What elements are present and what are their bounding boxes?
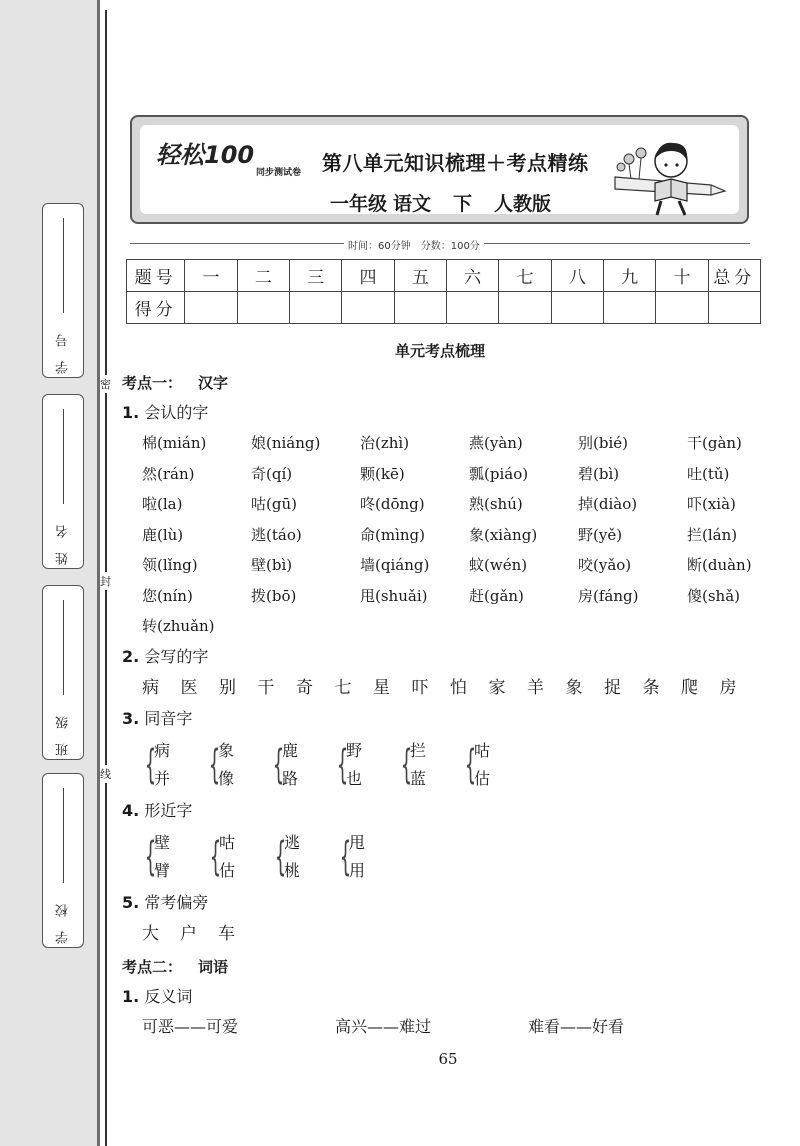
recognize-char: 领(lǐng)	[142, 556, 198, 574]
grade-line	[330, 189, 573, 216]
recognize-char: 啦(la)	[142, 495, 183, 513]
recognize-char-list	[122, 428, 782, 642]
write-char: 羊	[527, 677, 544, 698]
recognize-char: 甩(shuǎi)	[360, 586, 428, 605]
write-char-list	[122, 672, 782, 704]
recognize-char: 逃(táo)	[251, 525, 302, 544]
item-radical-heading: 5. 常考偏旁	[122, 892, 209, 912]
score-cell[interactable]	[603, 292, 655, 324]
recognize-char: 娘(niáng)	[251, 434, 321, 452]
score-col: 八	[551, 260, 603, 292]
score-cell[interactable]	[447, 292, 499, 324]
recognize-char: 房(fáng)	[578, 586, 639, 605]
char-pair-group	[270, 734, 334, 796]
recognize-char: 咚(dōng)	[360, 495, 425, 513]
char-pair-group	[334, 734, 398, 796]
recognize-char: 然(rán)	[142, 464, 195, 483]
page-number: 65	[438, 1050, 458, 1068]
class-box	[42, 585, 84, 760]
radical: 户	[180, 923, 197, 944]
recognize-char: 别(bié)	[578, 434, 628, 452]
item-antonym-heading: 1. 反义词	[122, 986, 193, 1006]
recognize-char: 干(gàn)	[687, 434, 742, 452]
pair-char: 蓝	[410, 768, 427, 788]
recognize-char: 熟(shú)	[469, 495, 523, 513]
recognize-char: 吓(xià)	[687, 495, 736, 513]
time-info: 时间：60分钟 分数：100分	[344, 237, 484, 252]
score-col: 四	[342, 260, 394, 292]
char-pair-group	[272, 826, 337, 888]
write-char: 七	[334, 677, 352, 698]
antonym-pair: 可恶——可爱	[142, 1016, 239, 1036]
char-pair-group	[206, 734, 270, 796]
antonym-pair: 高兴——难过	[335, 1016, 432, 1036]
recognize-char: 断(duàn)	[687, 556, 752, 574]
pair-char: 臂	[154, 860, 171, 880]
item-homophone-heading: 3. 同音字	[122, 708, 193, 728]
recognize-char: 颗(kē)	[360, 464, 405, 483]
reading-boy-illustration	[611, 131, 731, 217]
char-pair-group	[142, 826, 207, 888]
pair-char: 咕	[474, 740, 491, 760]
recognize-char: 燕(yàn)	[469, 434, 523, 452]
pair-char: 病	[154, 740, 171, 760]
student-number-label: 学号	[55, 320, 71, 374]
radical-list	[122, 918, 782, 952]
item-recognize-heading: 1. 会认的字	[122, 403, 209, 422]
write-char: 条	[642, 677, 660, 698]
recognize-char: 奇(qí)	[251, 464, 293, 483]
recognize-char: 咬(yǎo)	[578, 556, 632, 574]
pair-char: 象	[218, 740, 235, 760]
brace-icon: {	[144, 741, 157, 788]
recognize-char: 野(yě)	[578, 525, 623, 544]
name-box	[42, 394, 84, 569]
pair-char: 像	[218, 768, 235, 788]
score-col: 三	[290, 260, 342, 292]
score-cell[interactable]	[499, 292, 551, 324]
pair-char: 路	[282, 768, 299, 788]
brace-icon: {	[336, 741, 349, 788]
write-char: 爬	[681, 677, 698, 698]
recognize-char: 拨(bō)	[251, 586, 297, 605]
class-label: 班级	[55, 702, 71, 756]
brace-icon: {	[464, 741, 477, 788]
recognize-row	[122, 550, 782, 581]
recognize-char: 棉(mián)	[142, 434, 207, 452]
recognize-row	[122, 489, 782, 520]
recognize-char: 鹿(lù)	[142, 525, 184, 544]
school-box	[42, 773, 84, 948]
score-col-total: 总分	[708, 260, 760, 292]
recognize-char: 转(zhuǎn)	[142, 617, 215, 635]
score-cell[interactable]	[342, 292, 394, 324]
recognize-row	[122, 428, 782, 459]
pair-char: 野	[346, 740, 363, 760]
pair-char: 并	[154, 768, 171, 788]
recognize-row	[122, 581, 782, 612]
pair-char: 拦	[410, 740, 427, 760]
recognize-char: 掉(diào)	[578, 495, 638, 513]
page-title: 第八单元知识梳理＋考点精练	[322, 151, 589, 175]
school-label: 学校	[55, 890, 71, 944]
recognize-row	[122, 459, 782, 490]
recognize-char: 象(xiàng)	[469, 525, 538, 544]
header-banner	[130, 115, 749, 224]
time-score-line	[130, 240, 750, 252]
score-cell[interactable]	[656, 292, 708, 324]
char-pair-group	[207, 826, 272, 888]
score-col: 五	[394, 260, 446, 292]
char-pair-group	[462, 734, 526, 796]
write-char: 奇	[296, 677, 313, 698]
write-char: 病	[142, 677, 159, 698]
brace-icon: {	[339, 833, 352, 880]
recognize-char: 吐(tǔ)	[687, 464, 730, 483]
kaodian-2-heading: 考点二： 词语	[122, 957, 229, 976]
seal-mark-mi: 密	[100, 375, 111, 393]
score-col: 十	[656, 260, 708, 292]
brace-icon: {	[208, 741, 221, 788]
write-char: 家	[488, 677, 506, 698]
recognize-char: 壁(bì)	[251, 556, 293, 574]
char-pair-group	[142, 734, 206, 796]
score-header-row	[127, 260, 761, 292]
score-col: 九	[603, 260, 655, 292]
char-pair-group	[398, 734, 462, 796]
pair-char: 鹿	[282, 740, 299, 760]
score-cell[interactable]	[708, 292, 760, 324]
seal-mark-feng: 封	[100, 572, 111, 590]
recognize-char: 墙(qiáng)	[360, 556, 430, 574]
brace-icon: {	[144, 833, 157, 880]
pair-char: 逃	[284, 832, 301, 852]
recognize-char: 傻(shǎ)	[687, 586, 741, 605]
pair-char: 用	[349, 860, 366, 880]
recognize-char: 瓢(piáo)	[469, 464, 529, 483]
score-cell[interactable]	[394, 292, 446, 324]
score-table	[126, 259, 761, 324]
write-char: 怕	[450, 677, 467, 698]
seal-mark-xian: 线	[100, 765, 111, 783]
pair-char: 也	[346, 768, 363, 788]
antonym-pair: 难看——好看	[528, 1016, 625, 1036]
write-char: 别	[219, 677, 236, 698]
recognize-char: 治(zhì)	[360, 434, 410, 452]
brand-logo: 轻松100 同步测试卷	[156, 141, 302, 178]
write-char: 象	[565, 677, 583, 698]
name-label: 姓名	[55, 511, 71, 565]
score-col: 二	[237, 260, 289, 292]
write-char: 干	[257, 677, 275, 698]
recognize-row	[122, 611, 782, 642]
recognize-char: 蚊(wén)	[469, 556, 528, 574]
brace-icon: {	[400, 741, 413, 788]
score-cell[interactable]	[237, 292, 289, 324]
write-char: 房	[719, 677, 737, 698]
pair-char: 咕	[219, 832, 236, 852]
pair-char: 估	[219, 860, 236, 880]
write-char: 捉	[604, 677, 621, 698]
similar-char-groups	[122, 826, 782, 888]
score-cell[interactable]	[290, 292, 342, 324]
section-title: 单元考点梳理	[394, 342, 485, 360]
write-char: 医	[180, 677, 198, 698]
radical: 大	[142, 923, 159, 944]
recognize-char: 您(nín)	[142, 586, 193, 605]
kaodian-1-heading: 考点一： 汉字	[122, 374, 229, 392]
homophone-groups	[122, 734, 782, 796]
pair-char: 壁	[154, 832, 171, 852]
score-cell[interactable]	[551, 292, 603, 324]
recognize-char: 赶(gǎn)	[469, 586, 524, 605]
score-col-label: 题号	[127, 260, 185, 292]
recognize-char: 拦(lán)	[687, 525, 738, 544]
item-write-heading: 2. 会写的字	[122, 646, 209, 666]
antonym-list	[122, 1012, 782, 1042]
score-col: 一	[185, 260, 237, 292]
write-char: 星	[373, 677, 390, 698]
pair-char: 估	[474, 768, 491, 788]
recognize-char: 碧(bì)	[578, 464, 620, 483]
score-cell[interactable]	[185, 292, 237, 324]
radical: 车	[218, 923, 235, 944]
grade-subject: 一年级 语文	[330, 193, 432, 215]
brace-icon: {	[274, 833, 287, 880]
pair-char: 桃	[284, 860, 301, 880]
pair-char: 甩	[349, 832, 366, 852]
edition: 人教版	[494, 193, 552, 215]
brace-icon: {	[272, 741, 285, 788]
margin-strip	[0, 0, 97, 1146]
score-col: 七	[499, 260, 551, 292]
item-similar-heading: 4. 形近字	[122, 800, 193, 820]
recognize-char: 咕(gū)	[251, 495, 297, 513]
score-col: 六	[447, 260, 499, 292]
score-value-row	[127, 292, 761, 324]
recognize-row	[122, 520, 782, 551]
recognize-char: 命(mìng)	[360, 525, 425, 544]
volume: 下	[453, 193, 473, 215]
write-char: 吓	[411, 677, 429, 698]
brace-icon: {	[209, 833, 222, 880]
content-body	[122, 368, 782, 1042]
score-row-label: 得分	[127, 292, 185, 324]
char-pair-group	[337, 826, 402, 888]
